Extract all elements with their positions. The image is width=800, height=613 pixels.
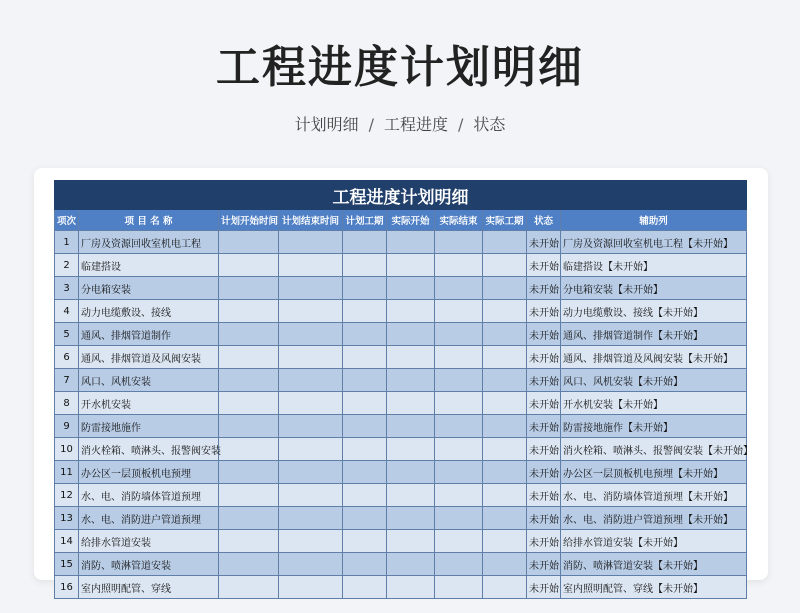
cell-actual-duration[interactable] xyxy=(483,461,527,484)
cell-status[interactable]: 未开始 xyxy=(527,300,561,323)
cell-index[interactable]: 9 xyxy=(55,415,79,438)
table-row xyxy=(55,392,747,415)
cell-status[interactable]: 未开始 xyxy=(527,346,561,369)
cell-plan-end[interactable] xyxy=(279,461,343,484)
cell-aux[interactable]: 水、电、消防墙体管道预埋【未开始】 xyxy=(561,484,747,507)
cell-aux[interactable]: 风口、风机安装【未开始】 xyxy=(561,369,747,392)
breadcrumb-item-progress[interactable]: 工程进度 xyxy=(383,115,448,134)
cell-actual-start[interactable] xyxy=(387,438,435,461)
cell-plan-end[interactable] xyxy=(279,438,343,461)
cell-plan-duration[interactable] xyxy=(343,346,387,369)
cell-plan-duration[interactable] xyxy=(343,231,387,254)
col-header-actual-duration[interactable]: 实际工期 xyxy=(483,210,527,231)
cell-actual-duration[interactable] xyxy=(483,576,527,599)
cell-plan-duration[interactable] xyxy=(343,254,387,277)
cell-actual-duration[interactable] xyxy=(483,369,527,392)
cell-plan-duration[interactable] xyxy=(343,438,387,461)
cell-project-name[interactable]: 室内照明配管、穿线 xyxy=(79,576,219,599)
breadcrumb-separator: / xyxy=(458,115,464,134)
cell-actual-duration[interactable] xyxy=(483,231,527,254)
cell-aux[interactable]: 消火栓箱、喷淋头、报警阀安装【未开始】 xyxy=(561,438,747,461)
cell-project-name[interactable]: 分电箱安装 xyxy=(79,277,219,300)
col-header-name[interactable]: 项 目 名 称 xyxy=(79,210,219,231)
col-header-plan-start[interactable]: 计划开始时间 xyxy=(219,210,279,231)
cell-actual-end[interactable] xyxy=(435,346,483,369)
cell-project-name[interactable]: 防雷接地施作 xyxy=(79,415,219,438)
cell-actual-duration[interactable] xyxy=(483,415,527,438)
cell-status[interactable]: 未开始 xyxy=(527,484,561,507)
table-row xyxy=(55,507,747,530)
cell-aux[interactable]: 室内照明配管、穿线【未开始】 xyxy=(561,576,747,599)
cell-actual-end[interactable] xyxy=(435,507,483,530)
cell-status[interactable]: 未开始 xyxy=(527,553,561,576)
cell-aux[interactable]: 消防、喷淋管道安装【未开始】 xyxy=(561,553,747,576)
table-row xyxy=(55,553,747,576)
cell-plan-duration[interactable] xyxy=(343,323,387,346)
cell-actual-duration[interactable] xyxy=(483,277,527,300)
cell-status[interactable]: 未开始 xyxy=(527,461,561,484)
cell-aux[interactable]: 开水机安装【未开始】 xyxy=(561,392,747,415)
cell-plan-end[interactable] xyxy=(279,323,343,346)
cell-plan-duration[interactable] xyxy=(343,392,387,415)
cell-plan-duration[interactable] xyxy=(343,300,387,323)
cell-plan-start[interactable] xyxy=(219,231,279,254)
table-row xyxy=(55,231,747,254)
cell-actual-start[interactable] xyxy=(387,415,435,438)
column-header-row xyxy=(55,210,747,231)
cell-index[interactable]: 10 xyxy=(55,438,79,461)
cell-status[interactable]: 未开始 xyxy=(527,277,561,300)
cell-status[interactable]: 未开始 xyxy=(527,507,561,530)
cell-status[interactable]: 未开始 xyxy=(527,254,561,277)
cell-actual-start[interactable] xyxy=(387,461,435,484)
cell-actual-end[interactable] xyxy=(435,415,483,438)
cell-actual-start[interactable] xyxy=(387,254,435,277)
cell-actual-duration[interactable] xyxy=(483,530,527,553)
cell-project-name[interactable]: 通风、排烟管道及风阀安装 xyxy=(79,346,219,369)
cell-plan-start[interactable] xyxy=(219,507,279,530)
cell-status[interactable]: 未开始 xyxy=(527,392,561,415)
cell-actual-duration[interactable] xyxy=(483,300,527,323)
cell-aux[interactable]: 通风、排烟管道制作【未开始】 xyxy=(561,323,747,346)
cell-plan-end[interactable] xyxy=(279,507,343,530)
cell-index[interactable]: 2 xyxy=(55,254,79,277)
cell-index[interactable]: 14 xyxy=(55,530,79,553)
cell-actual-start[interactable] xyxy=(387,507,435,530)
cell-plan-end[interactable] xyxy=(279,300,343,323)
cell-index[interactable]: 11 xyxy=(55,461,79,484)
cell-aux[interactable]: 水、电、消防进户管道预埋【未开始】 xyxy=(561,507,747,530)
cell-status[interactable]: 未开始 xyxy=(527,438,561,461)
page-title: 工程进度计划明细 xyxy=(216,42,584,93)
cell-index[interactable]: 4 xyxy=(55,300,79,323)
cell-project-name[interactable]: 给排水管道安装 xyxy=(79,530,219,553)
cell-actual-end[interactable] xyxy=(435,553,483,576)
progress-table xyxy=(54,180,753,599)
cell-actual-end[interactable] xyxy=(435,369,483,392)
cell-plan-end[interactable] xyxy=(279,254,343,277)
cell-plan-start[interactable] xyxy=(219,369,279,392)
cell-aux[interactable]: 临建搭设【未开始】 xyxy=(561,254,747,277)
breadcrumb xyxy=(0,112,800,138)
cell-project-name[interactable]: 临建搭设 xyxy=(79,254,219,277)
breadcrumb-item-status[interactable]: 状态 xyxy=(473,115,506,134)
spreadsheet-card xyxy=(34,168,768,595)
cell-plan-end[interactable] xyxy=(279,484,343,507)
cell-plan-start[interactable] xyxy=(219,392,279,415)
cell-actual-duration[interactable] xyxy=(483,254,527,277)
table-row xyxy=(55,346,747,369)
cell-aux[interactable]: 防雷接地施作【未开始】 xyxy=(561,415,747,438)
col-header-actual-end[interactable]: 实际结束 xyxy=(435,210,483,231)
cell-project-name[interactable]: 消防、喷淋管道安装 xyxy=(79,553,219,576)
cell-actual-start[interactable] xyxy=(387,300,435,323)
cell-status[interactable]: 未开始 xyxy=(527,231,561,254)
cell-actual-start[interactable] xyxy=(387,392,435,415)
cell-actual-start[interactable] xyxy=(387,484,435,507)
table-row xyxy=(55,576,747,599)
cell-project-name[interactable]: 风口、风机安装 xyxy=(79,369,219,392)
cell-actual-end[interactable] xyxy=(435,300,483,323)
cell-project-name[interactable]: 厂房及资源回收室机电工程 xyxy=(79,231,219,254)
cell-index[interactable]: 7 xyxy=(55,369,79,392)
cell-index[interactable]: 5 xyxy=(55,323,79,346)
cell-aux[interactable]: 给排水管道安装【未开始】 xyxy=(561,530,747,553)
cell-project-name[interactable]: 通风、排烟管道制作 xyxy=(79,323,219,346)
cell-plan-start[interactable] xyxy=(219,346,279,369)
cell-index[interactable]: 8 xyxy=(55,392,79,415)
cell-plan-duration[interactable] xyxy=(343,415,387,438)
cell-project-name[interactable]: 动力电缆敷设、接线 xyxy=(79,300,219,323)
cell-actual-end[interactable] xyxy=(435,461,483,484)
cell-status[interactable]: 未开始 xyxy=(527,576,561,599)
table-row xyxy=(55,323,747,346)
cell-plan-end[interactable] xyxy=(279,369,343,392)
cell-actual-end[interactable] xyxy=(435,530,483,553)
cell-actual-end[interactable] xyxy=(435,254,483,277)
cell-status[interactable]: 未开始 xyxy=(527,323,561,346)
cell-plan-duration[interactable] xyxy=(343,507,387,530)
cell-plan-end[interactable] xyxy=(279,415,343,438)
cell-actual-start[interactable] xyxy=(387,369,435,392)
cell-project-name[interactable]: 水、电、消防墙体管道预埋 xyxy=(79,484,219,507)
cell-index[interactable]: 12 xyxy=(55,484,79,507)
cell-plan-duration[interactable] xyxy=(343,576,387,599)
cell-plan-start[interactable] xyxy=(219,553,279,576)
cell-actual-duration[interactable] xyxy=(483,507,527,530)
cell-plan-duration[interactable] xyxy=(343,484,387,507)
cell-aux[interactable]: 通风、排烟管道及风阀安装【未开始】 xyxy=(561,346,747,369)
col-header-plan-duration[interactable]: 计划工期 xyxy=(343,210,387,231)
cell-actual-end[interactable] xyxy=(435,576,483,599)
cell-project-name[interactable]: 开水机安装 xyxy=(79,392,219,415)
cell-project-name[interactable]: 水、电、消防进户管道预埋 xyxy=(79,507,219,530)
cell-plan-start[interactable] xyxy=(219,530,279,553)
cell-actual-start[interactable] xyxy=(387,553,435,576)
cell-plan-start[interactable] xyxy=(219,254,279,277)
cell-plan-start[interactable] xyxy=(219,415,279,438)
cell-aux[interactable]: 动力电缆敷设、接线【未开始】 xyxy=(561,300,747,323)
cell-plan-end[interactable] xyxy=(279,346,343,369)
table-row xyxy=(55,438,747,461)
cell-plan-end[interactable] xyxy=(279,553,343,576)
sheet-title: 工程进度计划明细 xyxy=(55,181,747,210)
cell-plan-end[interactable] xyxy=(279,231,343,254)
cell-aux[interactable]: 厂房及资源回收室机电工程【未开始】 xyxy=(561,231,747,254)
col-header-plan-end[interactable]: 计划结束时间 xyxy=(279,210,343,231)
cell-plan-duration[interactable] xyxy=(343,553,387,576)
cell-index[interactable]: 13 xyxy=(55,507,79,530)
cell-aux[interactable]: 办公区一层顶板机电预埋【未开始】 xyxy=(561,461,747,484)
cell-plan-start[interactable] xyxy=(219,461,279,484)
cell-actual-end[interactable] xyxy=(435,277,483,300)
cell-actual-end[interactable] xyxy=(435,231,483,254)
cell-actual-start[interactable] xyxy=(387,576,435,599)
cell-index[interactable]: 6 xyxy=(55,346,79,369)
table-row xyxy=(55,415,747,438)
cell-plan-end[interactable] xyxy=(279,576,343,599)
cell-project-name[interactable]: 消火栓箱、喷淋头、报警阀安装 xyxy=(79,438,219,461)
cell-status[interactable]: 未开始 xyxy=(527,530,561,553)
cell-plan-duration[interactable] xyxy=(343,461,387,484)
cell-actual-duration[interactable] xyxy=(483,438,527,461)
cell-actual-duration[interactable] xyxy=(483,392,527,415)
cell-actual-duration[interactable] xyxy=(483,484,527,507)
cell-plan-start[interactable] xyxy=(219,300,279,323)
table-row xyxy=(55,277,747,300)
cell-actual-end[interactable] xyxy=(435,323,483,346)
col-header-aux[interactable]: 辅助列 xyxy=(561,210,747,231)
cell-aux[interactable]: 分电箱安装【未开始】 xyxy=(561,277,747,300)
col-header-index[interactable]: 项次 xyxy=(55,210,79,231)
cell-actual-start[interactable] xyxy=(387,530,435,553)
cell-plan-start[interactable] xyxy=(219,576,279,599)
table-row xyxy=(55,530,747,553)
breadcrumb-item-plan-detail[interactable]: 计划明细 xyxy=(294,115,359,134)
cell-actual-duration[interactable] xyxy=(483,346,527,369)
cell-index[interactable]: 3 xyxy=(55,277,79,300)
table-row xyxy=(55,300,747,323)
cell-actual-end[interactable] xyxy=(435,438,483,461)
cell-actual-start[interactable] xyxy=(387,323,435,346)
table-row xyxy=(55,461,747,484)
cell-actual-end[interactable] xyxy=(435,484,483,507)
cell-plan-end[interactable] xyxy=(279,530,343,553)
cell-actual-start[interactable] xyxy=(387,277,435,300)
cell-plan-duration[interactable] xyxy=(343,277,387,300)
cell-plan-duration[interactable] xyxy=(343,369,387,392)
breadcrumb-separator: / xyxy=(368,115,374,134)
cell-plan-start[interactable] xyxy=(219,438,279,461)
cell-project-name[interactable]: 办公区一层顶板机电预埋 xyxy=(79,461,219,484)
cell-actual-start[interactable] xyxy=(387,231,435,254)
cell-plan-start[interactable] xyxy=(219,277,279,300)
table-row xyxy=(55,254,747,277)
cell-plan-start[interactable] xyxy=(219,323,279,346)
table-row xyxy=(55,484,747,507)
cell-index[interactable]: 16 xyxy=(55,576,79,599)
cell-actual-duration[interactable] xyxy=(483,553,527,576)
cell-status[interactable]: 未开始 xyxy=(527,415,561,438)
table-body xyxy=(55,231,753,599)
cell-plan-end[interactable] xyxy=(279,277,343,300)
cell-actual-end[interactable] xyxy=(435,392,483,415)
cell-actual-duration[interactable] xyxy=(483,323,527,346)
col-header-actual-start[interactable]: 实际开始 xyxy=(387,210,435,231)
cell-index[interactable]: 15 xyxy=(55,553,79,576)
cell-plan-duration[interactable] xyxy=(343,530,387,553)
cell-status[interactable]: 未开始 xyxy=(527,369,561,392)
cell-plan-start[interactable] xyxy=(219,484,279,507)
cell-actual-start[interactable] xyxy=(387,346,435,369)
col-header-status[interactable]: 状态 xyxy=(527,210,561,231)
cell-plan-end[interactable] xyxy=(279,392,343,415)
spreadsheet-viewport[interactable] xyxy=(54,180,753,595)
table-row xyxy=(55,369,747,392)
cell-index[interactable]: 1 xyxy=(55,231,79,254)
